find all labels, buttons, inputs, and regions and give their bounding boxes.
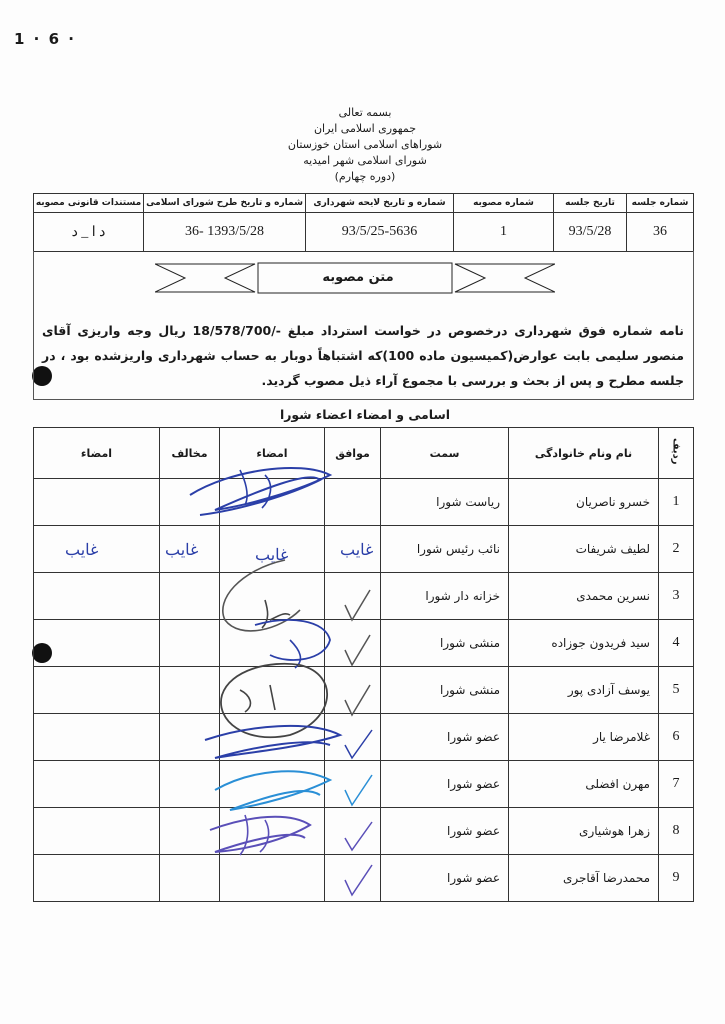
letter-header [250, 105, 480, 185]
banner-title: متن مصوبه [322, 270, 394, 285]
members-table [33, 427, 694, 902]
table-row [34, 573, 694, 620]
header-oppose: مخالف [160, 428, 220, 479]
signature-2-cell [34, 667, 160, 714]
header-line: بسمه تعالی [338, 106, 392, 119]
table-row [34, 855, 694, 902]
table-row [34, 620, 694, 667]
meta-value-cell: د ا _ د [34, 213, 144, 252]
oppose-cell [160, 620, 220, 667]
oppose-cell [160, 714, 220, 761]
agree-cell [325, 855, 381, 902]
meta-header-row [34, 194, 694, 213]
member-position: عضو شورا [381, 855, 509, 902]
signature-2-cell [34, 620, 160, 667]
table-row [34, 479, 694, 526]
header-line: جمهوری اسلامی ایران [313, 122, 417, 135]
member-name: خسرو ناصریان [509, 479, 659, 526]
meta-value-cell: 93/5/25-5636 [306, 213, 454, 252]
agree-cell [325, 479, 381, 526]
oppose-cell [160, 573, 220, 620]
signature-cell [220, 714, 325, 761]
meta-value-row [34, 213, 694, 252]
absent-mark: غایب [65, 540, 99, 559]
meta-header-cell: شماره مصوبه [454, 194, 554, 213]
meta-header-cell: شماره و تاریخ لایحه شهرداری [306, 194, 454, 213]
meta-header-cell: مستندات قانونی مصوبه [34, 194, 144, 213]
signature-2-cell [34, 808, 160, 855]
member-position: خزانه دار شورا [381, 573, 509, 620]
oppose-cell [160, 808, 220, 855]
signature-2-cell [34, 573, 160, 620]
member-position: عضو شورا [381, 714, 509, 761]
member-position: ریاست شورا [381, 479, 509, 526]
header-agree: موافق [325, 428, 381, 479]
row-number: 5 [659, 667, 694, 714]
signature-cell [220, 479, 325, 526]
meta-value-cell: 1 [454, 213, 554, 252]
corner-mark: 1 · 6 · [14, 30, 76, 48]
meta-table [33, 193, 694, 252]
signature-2-cell [34, 714, 160, 761]
signature-cell [220, 573, 325, 620]
meta-header-cell: شماره و تاریخ طرح شورای اسلامی [144, 194, 306, 213]
row-number: 2 [659, 526, 694, 573]
oppose-cell [160, 479, 220, 526]
header-position: سمت [381, 428, 509, 479]
header-signature-2: امضاء [34, 428, 160, 479]
signature-2-cell [34, 479, 160, 526]
oppose-cell [160, 855, 220, 902]
member-name: سید فریدون جوزاده [509, 620, 659, 667]
member-position: منشی شورا [381, 620, 509, 667]
meta-value-cell: 93/5/28 [554, 213, 627, 252]
agree-cell [325, 620, 381, 667]
member-position: منشی شورا [381, 667, 509, 714]
signature-2-cell [34, 855, 160, 902]
table-row [34, 667, 694, 714]
row-number: 6 [659, 714, 694, 761]
agree-cell [325, 808, 381, 855]
oppose-cell [160, 667, 220, 714]
absent-mark: غایب [255, 545, 289, 564]
agree-cell [325, 714, 381, 761]
header-line: شورای اسلامی شهر امیدیه [303, 154, 427, 167]
row-number: 9 [659, 855, 694, 902]
signature-cell [220, 855, 325, 902]
signature-cell [220, 620, 325, 667]
member-name: محمدرضا آقاجری [509, 855, 659, 902]
signature-cell [220, 667, 325, 714]
member-position: عضو شورا [381, 808, 509, 855]
meta-value-cell: 1393/5/28 -36 [144, 213, 306, 252]
meta-header-cell: تاریخ جلسه [554, 194, 627, 213]
member-name: مهرن افضلی [509, 761, 659, 808]
header-name: نام ونام خانوادگی [509, 428, 659, 479]
member-name: لطیف شریفات [509, 526, 659, 573]
row-number: 4 [659, 620, 694, 667]
agree-cell [325, 667, 381, 714]
header-line: شوراهای اسلامی استان خوزستان [287, 138, 443, 151]
signature-cell [220, 761, 325, 808]
member-name: یوسف آزادی پور [509, 667, 659, 714]
meta-header-cell: شماره جلسه [627, 194, 694, 213]
member-name: نسرین محمدی [509, 573, 659, 620]
agree-cell [325, 761, 381, 808]
members-title: اسامی و امضاء اعضاء شورا [279, 407, 451, 422]
signature-2-cell [34, 761, 160, 808]
oppose-cell [160, 761, 220, 808]
header-line: (دوره چهارم) [334, 170, 396, 183]
signature-cell [220, 808, 325, 855]
member-position: عضو شورا [381, 761, 509, 808]
table-row [34, 808, 694, 855]
member-name: زهرا هوشیاری [509, 808, 659, 855]
resolution-text: نامه شماره فوق شهرداری درخصوص در خواست استرداد مبلغ -/18/578/700 ریال وجه واریزی آقای منصور سلیمی بابت عوارض(کمیسیون ماده 100)که اشتباهاً دوبار به حساب شهرداری واریزشده بود ، در جلسه مطرح و پس از بحث و بررسی با مجموع آراء ذیل مصوب گردید. [42, 323, 684, 388]
member-position: نائب رئیس شورا [381, 526, 509, 573]
table-row [34, 761, 694, 808]
row-number: 1 [659, 479, 694, 526]
row-number: 8 [659, 808, 694, 855]
header-signature: امضاء [220, 428, 325, 479]
row-number: 7 [659, 761, 694, 808]
table-row [34, 714, 694, 761]
member-name: غلامرضا یار [509, 714, 659, 761]
meta-value-cell: 36 [627, 213, 694, 252]
agree-cell [325, 573, 381, 620]
members-header-row [34, 428, 694, 479]
absent-mark: غایب [340, 540, 374, 559]
absent-mark: غایب [165, 540, 199, 559]
row-number: 3 [659, 573, 694, 620]
header-row-num: ردیف [659, 428, 694, 479]
